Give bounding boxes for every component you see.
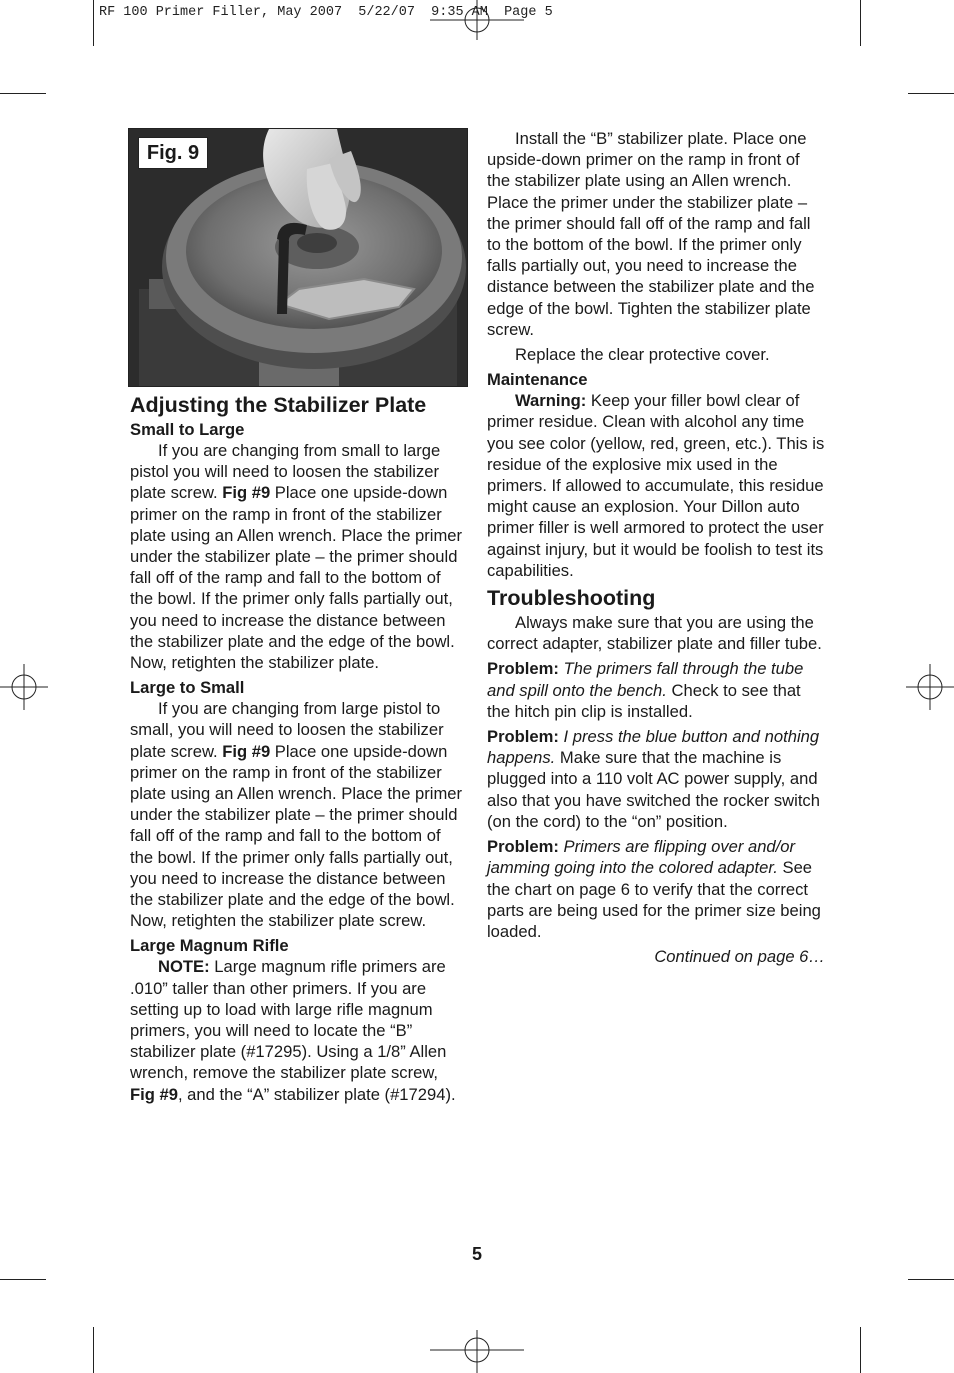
crop-mark	[860, 0, 861, 46]
problem-label: Problem:	[487, 837, 559, 857]
note-label: NOTE:	[158, 957, 210, 977]
paragraph-large-to-small: If you are changing from large pistol to small, you will need to loosen the stabilizer plate screw. Fig #9 Place one upside-down primer on the ramp in front of the stabilizer plate using an Allen wrench. Place the primer under the stabilizer plate – the primer should fall off of the ramp and fall to the bottom of the bowl. If the primer only falls partially out, you need to increase the distance between the stabilizer plate and the edge of the bowl. Now, retighten the stabilizer plate screw.	[130, 699, 463, 931]
figure-9-photo	[128, 128, 468, 387]
problem-label: Problem:	[487, 727, 559, 747]
subheading-large-magnum-rifle: Large Magnum Rifle	[130, 936, 289, 956]
subheading-maintenance: Maintenance	[487, 370, 588, 390]
crop-mark	[93, 1327, 94, 1373]
subheading-small-to-large: Small to Large	[130, 420, 245, 439]
problem-issue: I press the blue button and nothing happens.	[487, 727, 820, 768]
problem-issue: The primers fall through the tube and spill onto the bench.	[487, 659, 804, 700]
fig-reference: Fig #9	[222, 741, 271, 761]
continued-note: Continued on page 6…	[654, 947, 825, 967]
problem-item	[487, 726, 825, 832]
problem-solution: See the chart on page 6 to verify that the correct parts are being used for the primer size being loaded.	[487, 858, 821, 941]
section-heading-adjusting: Adjusting the Stabilizer Plate	[130, 393, 427, 417]
print-slug: RF 100 Primer Filler, May 2007 5/22/07 9:35 AM Page 5	[99, 5, 553, 20]
paragraph-troubleshooting-intro: Always make sure that you are using the correct adapter, stabilizer plate and filler tube.	[487, 613, 822, 654]
problem-issue: Primers are flipping over and/or jamming going into the colored adapter.	[487, 837, 796, 878]
problem-label: Problem:	[487, 659, 559, 679]
paragraph-warning: Warning: Keep your filler bowl clear of primer residue. Clean with alcohol any time you see color (yellow, red, green, etc.). This is residue of the explosive mix used in the primers. If allowed to accumulate, this residue might cause an explosion. Your Dillon auto primer filler is well armored to protect the user against injury, but it would be foolish to test its capabilities.	[487, 391, 825, 580]
registration-mark-left	[0, 664, 48, 710]
problem-solution: Check to see that the hitch pin clip is installed.	[487, 680, 801, 721]
paragraph-replace-cover: Replace the clear protective cover.	[515, 345, 770, 365]
crop-mark	[860, 1327, 861, 1373]
paragraph-large-magnum: NOTE: Large magnum rifle primers are .010” taller than other primers. If you are setting up to load with large rifle magnum primers, you will need to locate the “B” stabilizer plate (#17295). Using a 1/8” Allen wrench, remove the stabilizer plate screw, Fig #9, and the “A” stabilizer plate (#17294).	[130, 957, 456, 1104]
problem-item	[487, 836, 825, 942]
crop-mark	[908, 93, 954, 94]
crop-mark	[908, 1279, 954, 1280]
figure-label: Fig. 9	[138, 137, 208, 169]
paragraph-install-b-plate: Install the “B” stabilizer plate. Place one upside-down primer on the ramp in front of the stabilizer plate using an Allen wrench. Place the primer under the stabilizer plate – the primer should fall off of the ramp and fall to the bottom of the bowl. If the primer only falls partially out, you need to increase the distance between the stabilizer plate and the edge of the bowl. Tighten the stabilizer plate screw.	[487, 129, 815, 339]
page-number: 5	[471, 1244, 482, 1264]
crop-mark	[0, 1279, 46, 1280]
problem-item	[487, 658, 825, 722]
fig-reference: Fig #9	[222, 483, 271, 503]
registration-mark-bottom	[430, 1330, 524, 1373]
crop-mark	[93, 0, 94, 46]
right-column	[487, 128, 825, 971]
warning-label: Warning:	[515, 391, 587, 411]
registration-mark-right	[906, 664, 954, 710]
section-heading-troubleshooting: Troubleshooting	[487, 586, 656, 611]
subheading-large-to-small: Large to Small	[130, 678, 245, 698]
fig-reference: Fig #9	[130, 1084, 178, 1104]
registration-mark-top	[430, 0, 524, 40]
left-column	[130, 392, 466, 1109]
crop-mark	[0, 93, 46, 94]
paragraph-small-to-large: If you are changing from small to large pistol you will need to loosen the stabilizer plate screw. Fig #9 Place one upside-down primer on the ramp in front of the stabilizer plate using an Allen wrench. Place the primer under the stabilizer plate – the primer should fall off of the ramp and fall to the bottom of the bowl. If the primer only falls partially out, you need to increase the distance between the stabilizer plate and the edge of the bowl. Now, retighten the stabilizer plate.	[130, 441, 463, 673]
problem-solution: Make sure that the machine is plugged into a 110 volt AC power supply, and also that you have switched the rocker switch (on the cord) to the “on” position.	[487, 748, 820, 831]
